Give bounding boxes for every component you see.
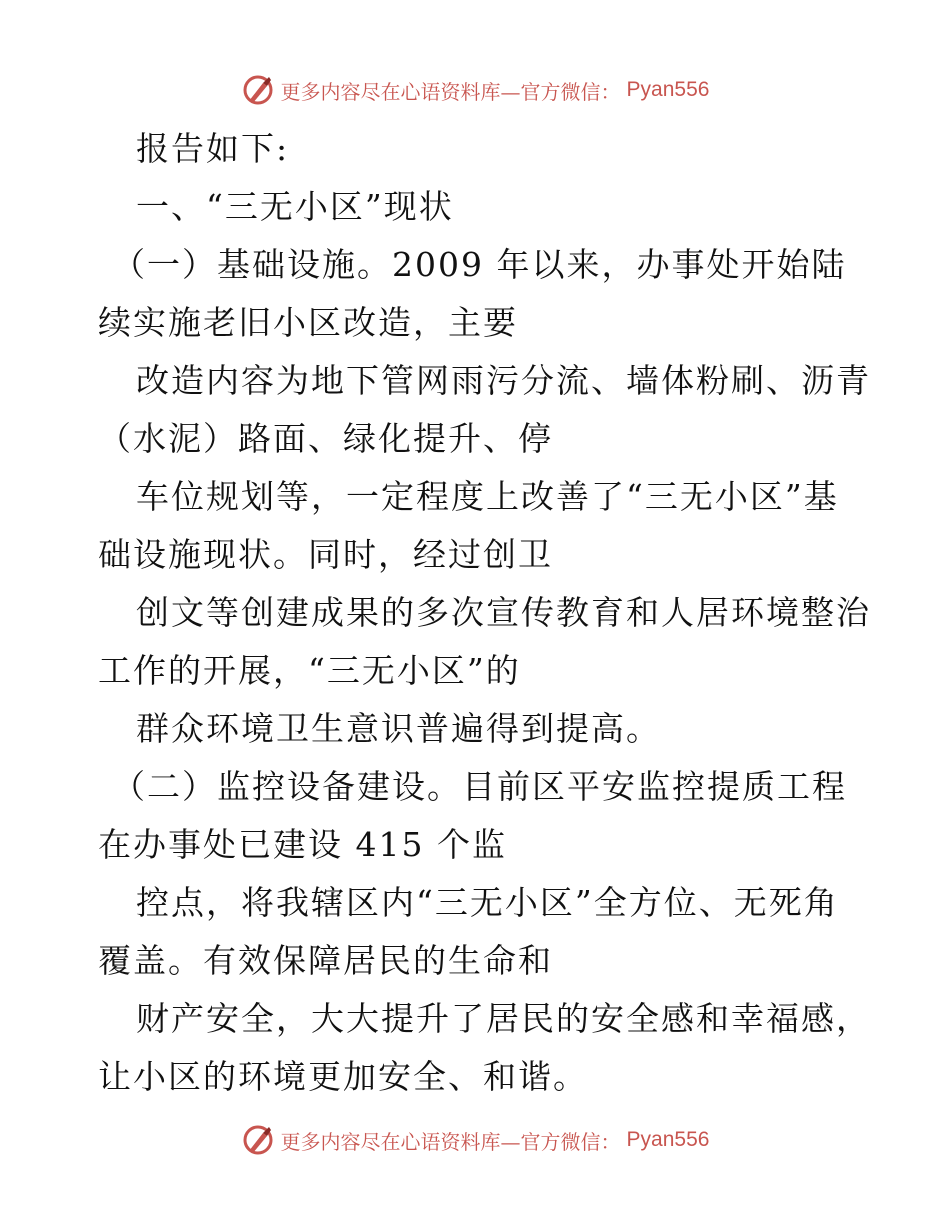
text-line: 报告如下: [136, 129, 290, 168]
text-line: 群众环境卫生意识普遍得到提高。 [136, 709, 661, 748]
text-line: 续实施老旧小区改造，主要 [98, 303, 518, 342]
text-line: 控点，将我辖区内“三无小区”全方位、无死角 [136, 883, 839, 922]
quill-pen-seal-icon [241, 73, 275, 107]
text-line: （水泥）路面、绿化提升、停 [98, 419, 553, 458]
text-line: 车位规划等，一定程度上改善了“三无小区”基 [136, 477, 839, 516]
text-line: 改造内容为地下管网雨污分流、墙体粉刷、沥青 [136, 361, 871, 400]
footer-watermark [0, 1120, 950, 1160]
watermark-text: 更多内容尽在心语资料库—官方微信： [280, 79, 621, 104]
text-line: 在办事处已建设 415 个监 [98, 825, 507, 864]
watermark-banner [241, 1123, 710, 1157]
section-heading: 一、“三无小区”现状 [136, 187, 454, 226]
text-line: （一）基础设施。2009 年以来，办事处开始陆 [112, 245, 847, 284]
text-line: 工作的开展，“三无小区”的 [98, 651, 521, 690]
text-line: 让小区的环境更加安全、和谐。 [98, 1057, 588, 1096]
text-line: 础设施现状。同时，经过创卫 [98, 535, 553, 574]
text-line: 创文等创建成果的多次宣传教育和人居环境整治 [136, 593, 871, 632]
document-body [98, 120, 871, 1106]
watermark-text: 更多内容尽在心语资料库—官方微信： [280, 1129, 621, 1154]
watermark-wechat-id: Pyan556 [626, 1128, 710, 1151]
text-line: （二）监控设备建设。目前区平安监控提质工程 [112, 767, 847, 806]
header-watermark [0, 70, 950, 110]
quill-pen-seal-icon [241, 1123, 275, 1157]
watermark-banner [241, 73, 710, 107]
watermark-wechat-id: Pyan556 [626, 78, 710, 101]
text-line: 覆盖。有效保障居民的生命和 [98, 941, 553, 980]
text-line: 财产安全，大大提升了居民的安全感和幸福感， [136, 999, 871, 1038]
